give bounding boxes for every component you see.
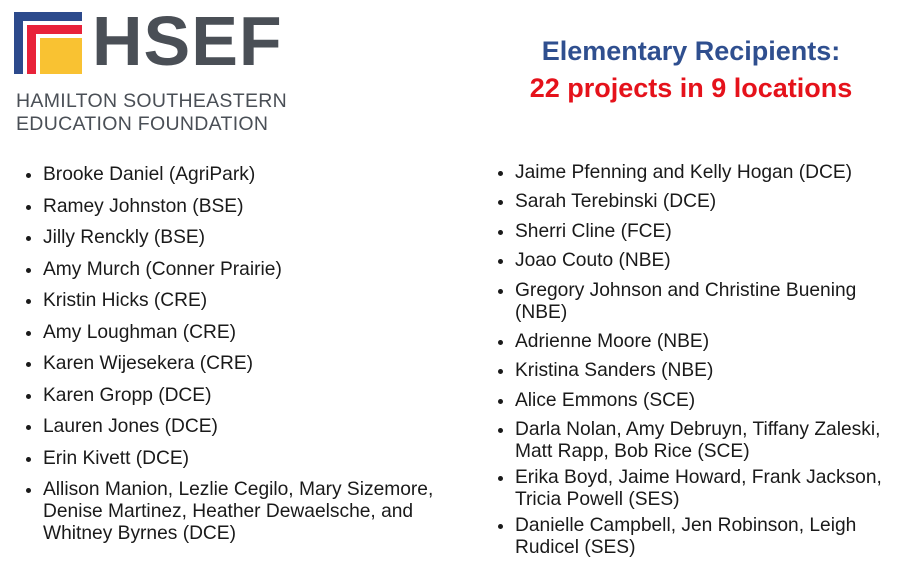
- list-item: Alice Emmons (SCE): [493, 390, 913, 412]
- heading-line2: 22 projects in 9 locations: [529, 73, 853, 103]
- logo-wordmark: HSEF: [92, 2, 283, 80]
- list-item: Amy Murch (Conner Prairie): [21, 259, 451, 281]
- list-item: Jilly Renckly (BSE): [21, 227, 451, 249]
- list-item: Darla Nolan, Amy Debruyn, Tiffany Zaleski, Matt Rapp, Bob Rice (SCE): [493, 419, 913, 463]
- list-item: Erika Boyd, Jaime Howard, Frank Jackson, Tricia Powell (SES): [493, 467, 913, 511]
- list-item: Jaime Pfenning and Kelly Hogan (DCE): [493, 162, 913, 184]
- list-item: Lauren Jones (DCE): [21, 416, 451, 438]
- hsef-logo-mark-icon: [14, 12, 82, 74]
- list-item: Kristin Hicks (CRE): [21, 290, 451, 312]
- list-item: Gregory Johnson and Christine Buening (NBE): [493, 280, 913, 324]
- heading-line1: Elementary Recipients:: [541, 36, 841, 66]
- list-item: Allison Manion, Lezlie Cegilo, Mary Sizemore, Denise Martinez, Heather Dewaelsche, and Whitney Byrnes (DCE): [21, 479, 451, 545]
- hsef-logo: [14, 2, 288, 137]
- list-item: Brooke Daniel (AgriPark): [21, 164, 451, 186]
- list-item: Erin Kivett (DCE): [21, 448, 451, 470]
- logo-subtitle-line1: HAMILTON SOUTHEASTERN: [16, 90, 288, 112]
- list-item: Karen Gropp (DCE): [21, 385, 451, 407]
- list-item: Sarah Terebinski (DCE): [493, 191, 913, 213]
- list-item: Sherri Cline (FCE): [493, 221, 913, 243]
- left-recipient-list: [21, 164, 451, 555]
- list-item: Joao Couto (NBE): [493, 250, 913, 272]
- logo-subtitle-line2: EDUCATION FOUNDATION: [16, 113, 269, 135]
- list-item: Amy Loughman (CRE): [21, 322, 451, 344]
- right-recipient-list: [493, 162, 913, 563]
- list-item: Karen Wijesekera (CRE): [21, 353, 451, 375]
- list-item: Ramey Johnston (BSE): [21, 196, 451, 218]
- list-item: Danielle Campbell, Jen Robinson, Leigh Rudicel (SES): [493, 515, 913, 559]
- list-item: Adrienne Moore (NBE): [493, 331, 913, 353]
- list-item: Kristina Sanders (NBE): [493, 360, 913, 382]
